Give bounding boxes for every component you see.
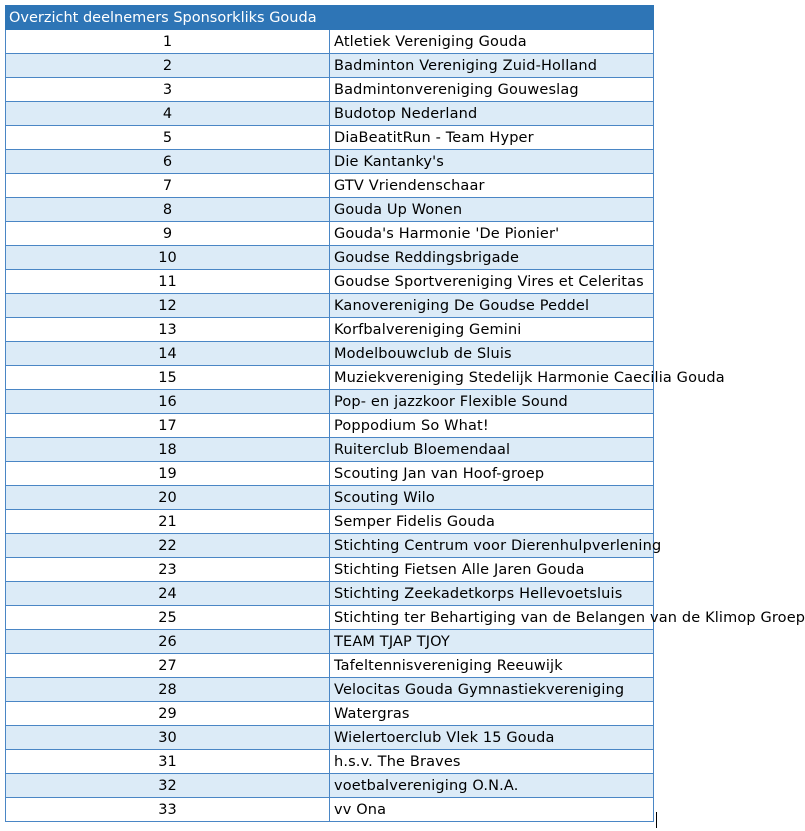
row-number: 2 xyxy=(6,54,330,78)
table-row xyxy=(6,222,654,246)
row-number: 10 xyxy=(6,246,330,270)
table-row xyxy=(6,654,654,678)
participants-table-container xyxy=(5,5,805,822)
participant-name: Wielertoerclub Vlek 15 Gouda xyxy=(330,726,654,750)
participant-name: vv Ona xyxy=(330,798,654,822)
table-row xyxy=(6,102,654,126)
table-row xyxy=(6,582,654,606)
row-number: 8 xyxy=(6,198,330,222)
table-row xyxy=(6,774,654,798)
row-number: 6 xyxy=(6,150,330,174)
row-number: 30 xyxy=(6,726,330,750)
row-number: 7 xyxy=(6,174,330,198)
row-number: 9 xyxy=(6,222,330,246)
participant-name: Badminton Vereniging Zuid-Holland xyxy=(330,54,654,78)
table-row xyxy=(6,150,654,174)
table-row xyxy=(6,198,654,222)
participant-name: Poppodium So What! xyxy=(330,414,654,438)
participant-name: TEAM TJAP TJOY xyxy=(330,630,654,654)
row-number: 4 xyxy=(6,102,330,126)
participant-name: Scouting Jan van Hoof-groep xyxy=(330,462,654,486)
table-row xyxy=(6,798,654,822)
participant-name: Kanovereniging De Goudse Peddel xyxy=(330,294,654,318)
row-number: 28 xyxy=(6,678,330,702)
table-row xyxy=(6,558,654,582)
table-row xyxy=(6,342,654,366)
row-number: 20 xyxy=(6,486,330,510)
row-number: 32 xyxy=(6,774,330,798)
table-row xyxy=(6,126,654,150)
participant-name: DiaBeatitRun - Team Hyper xyxy=(330,126,654,150)
row-number: 24 xyxy=(6,582,330,606)
row-number: 26 xyxy=(6,630,330,654)
row-number: 14 xyxy=(6,342,330,366)
table-row xyxy=(6,702,654,726)
table-row xyxy=(6,54,654,78)
participant-name: Atletiek Vereniging Gouda xyxy=(330,30,654,54)
participant-name: voetbalvereniging O.N.A. xyxy=(330,774,654,798)
table-row xyxy=(6,606,654,630)
participant-name: Goudse Reddingsbrigade xyxy=(330,246,654,270)
row-number: 16 xyxy=(6,390,330,414)
participant-name: Gouda's Harmonie 'De Pionier' xyxy=(330,222,654,246)
row-number: 23 xyxy=(6,558,330,582)
table-row xyxy=(6,726,654,750)
row-number: 29 xyxy=(6,702,330,726)
row-number: 31 xyxy=(6,750,330,774)
table-row xyxy=(6,390,654,414)
table-row xyxy=(6,318,654,342)
table-row xyxy=(6,414,654,438)
table-row xyxy=(6,270,654,294)
participant-name: Goudse Sportvereniging Vires et Celeritas xyxy=(330,270,654,294)
participant-name: Watergras xyxy=(330,702,654,726)
participant-name: Muziekvereniging Stedelijk Harmonie Caecilia Gouda xyxy=(330,366,654,390)
row-number: 15 xyxy=(6,366,330,390)
participant-name: Stichting Zeekadetkorps Hellevoetsluis xyxy=(330,582,654,606)
table-row xyxy=(6,30,654,54)
table-row xyxy=(6,462,654,486)
table-title: Overzicht deelnemers Sponsorkliks Gouda xyxy=(6,6,654,30)
participant-name: Scouting Wilo xyxy=(330,486,654,510)
participant-name: Pop- en jazzkoor Flexible Sound xyxy=(330,390,654,414)
table-body xyxy=(6,30,805,822)
participant-name: GTV Vriendenschaar xyxy=(330,174,654,198)
participant-name: Stichting Fietsen Alle Jaren Gouda xyxy=(330,558,654,582)
row-number: 13 xyxy=(6,318,330,342)
row-number: 11 xyxy=(6,270,330,294)
table-row xyxy=(6,534,654,558)
table-row xyxy=(6,438,654,462)
participant-name: Gouda Up Wonen xyxy=(330,198,654,222)
participant-name: Semper Fidelis Gouda xyxy=(330,510,654,534)
participant-name: Tafeltennisvereniging Reeuwijk xyxy=(330,654,654,678)
participant-name: Badmintonvereniging Gouweslag xyxy=(330,78,654,102)
participant-name: Budotop Nederland xyxy=(330,102,654,126)
table-row xyxy=(6,678,654,702)
participant-name: Modelbouwclub de Sluis xyxy=(330,342,654,366)
table-row xyxy=(6,246,654,270)
row-number: 18 xyxy=(6,438,330,462)
row-number: 19 xyxy=(6,462,330,486)
table-row xyxy=(6,630,654,654)
table-row xyxy=(6,750,654,774)
participant-name: Ruiterclub Bloemendaal xyxy=(330,438,654,462)
cell-cursor-mark xyxy=(656,812,657,828)
participant-name: h.s.v. The Braves xyxy=(330,750,654,774)
table-row xyxy=(6,78,654,102)
table-row xyxy=(6,486,654,510)
participant-name: Die Kantanky's xyxy=(330,150,654,174)
participants-table xyxy=(5,5,805,822)
table-row xyxy=(6,174,654,198)
row-number: 33 xyxy=(6,798,330,822)
row-number: 22 xyxy=(6,534,330,558)
table-row xyxy=(6,510,654,534)
row-number: 3 xyxy=(6,78,330,102)
row-number: 12 xyxy=(6,294,330,318)
row-number: 1 xyxy=(6,30,330,54)
row-number: 27 xyxy=(6,654,330,678)
participant-name: Stichting Centrum voor Dierenhulpverlening xyxy=(330,534,654,558)
table-row xyxy=(6,294,654,318)
row-number: 25 xyxy=(6,606,330,630)
participant-name: Velocitas Gouda Gymnastiekvereniging xyxy=(330,678,654,702)
row-number: 21 xyxy=(6,510,330,534)
participant-name: Korfbalvereniging Gemini xyxy=(330,318,654,342)
table-row xyxy=(6,366,654,390)
row-number: 17 xyxy=(6,414,330,438)
row-number: 5 xyxy=(6,126,330,150)
participant-name: Stichting ter Behartiging van de Belangen van de Klimop Groep xyxy=(330,606,654,630)
